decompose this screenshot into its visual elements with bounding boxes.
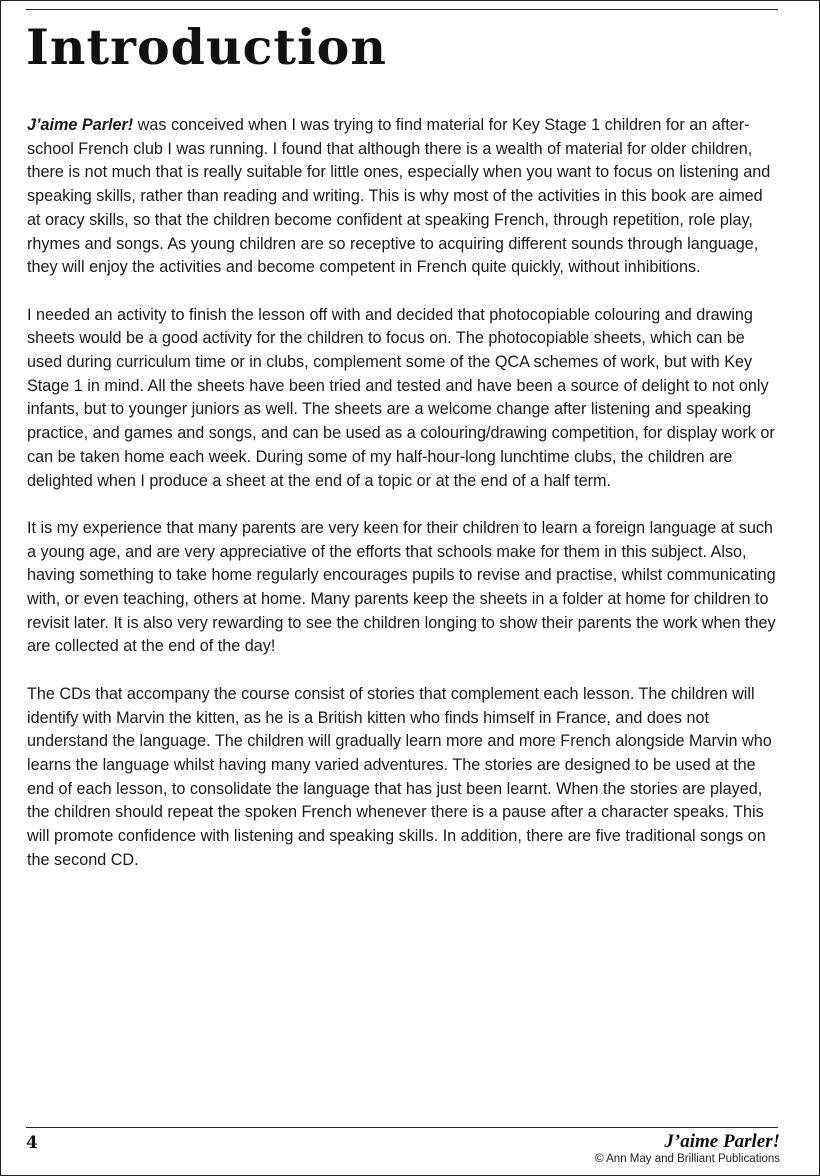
paragraph-1 (27, 114, 779, 280)
paragraph-3: It is my experience that many parents are very keen for their children to learn a foreign language at such a young age, and are very appreciative of the efforts that schools make for them in this subject. Also, having something to take home regularly encourages pupils to revise and practise, whilst communicating with, or even teaching, others at home. Many parents keep the sheets in a folder at home for children to revisit later. It is also very rewarding to see the children longing to show their parents the work when they are collected at the end of the day! (27, 518, 776, 656)
paragraph-4: The CDs that accompany the course consist of stories that complement each lesson. The children will identify with Marvin the kitten, as he is a British kitten who finds himself in France, and does not understand the language. The children will gradually learn more and more French alongside Marvin who learns the language whilst having many varied adventures. The stories are designed to be used at the end of each lesson, to consolidate the language that has just been learnt. When the stories are played, the children should repeat the spoken French whenever there is a pause after a character speaks. This will promote confidence with listening and speaking skills. In addition, there are five traditional songs on the second CD. (27, 684, 772, 869)
page-number: 4 (26, 1133, 38, 1153)
body-text (27, 114, 779, 896)
paragraph-2: I needed an activity to finish the lesson off with and decided that photocopiable colouring and drawing sheets would be a good activity for the children to focus on. The photocopiable sheets, which can be used during curriculum time or in clubs, complement some of the QCA schemes of work, but with Key Stage 1 in mind. All the sheets have been tried and tested and have been a source of delight to not only infants, but to younger juniors as well. The sheets are a welcome change after listening and speaking practice, and games and songs, and can be used as a colouring/drawing competition, for display work or can be taken home each week. During some of my half-hour-long lunchtime clubs, the children are delighted when I produce a sheet at the end of a topic or at the end of a half term. (27, 305, 775, 490)
footer-rule (26, 1127, 778, 1128)
footer-book-title: J’aime Parler! (664, 1131, 780, 1152)
paragraph-1-text: was conceived when I was trying to find material for Key Stage 1 children for an after-school French club I was running. I found that although there is a wealth of material for older children, there is not much that is really suitable for little ones, especially when you want to focus on listening and speaking skills, rather than reading and writing. This is why most of the activities in this book are aimed at oracy skills, so that the children become confident at speaking French, through repetition, role play, rhymes and songs. As young children are so receptive to acquiring different sounds through language, they will enjoy the activities and become competent in French quite quickly, without inhibitions. (27, 116, 771, 277)
page-title: Introduction (26, 18, 387, 76)
copyright-notice: © Ann May and Brilliant Publications (595, 1153, 780, 1165)
book-title-lead: J’aime Parler! (27, 116, 134, 134)
top-rule (26, 9, 778, 10)
